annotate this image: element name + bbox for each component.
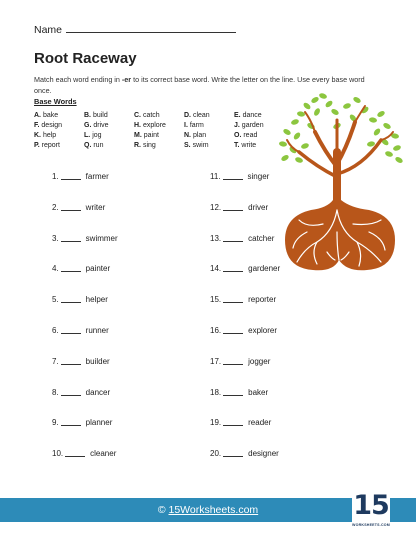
question-number: 12.	[210, 202, 222, 212]
instructions-emph: -er	[121, 75, 132, 84]
site-logo	[352, 490, 390, 534]
answer-blank[interactable]	[61, 295, 81, 303]
base-word-letter: L.	[84, 132, 91, 139]
answer-blank[interactable]	[223, 264, 243, 272]
base-word: drive	[93, 122, 109, 129]
question-number: 18.	[210, 387, 222, 397]
question-number: 20.	[210, 449, 222, 459]
question-word: catcher	[248, 233, 275, 243]
question-item	[52, 234, 118, 265]
base-word: help	[42, 132, 57, 139]
answer-blank[interactable]	[61, 357, 81, 365]
base-word: bake	[42, 112, 59, 119]
base-word-item	[134, 141, 184, 151]
questions-column-right	[210, 172, 280, 480]
logo-number: 15	[353, 490, 389, 521]
answer-blank[interactable]	[61, 326, 81, 334]
question-number: 3.	[52, 233, 59, 243]
base-word-letter: P.	[34, 142, 40, 149]
base-word-letter: C.	[134, 112, 141, 119]
instructions-before: Match each word ending in	[34, 75, 122, 84]
base-word-item	[34, 111, 84, 121]
base-word-item	[134, 131, 184, 141]
question-number: 13.	[210, 233, 222, 243]
base-word: jog	[92, 132, 102, 139]
question-word: explorer	[248, 325, 278, 335]
question-number: 15.	[210, 295, 222, 305]
base-word-letter: O.	[234, 132, 242, 139]
answer-blank[interactable]	[61, 234, 81, 242]
base-word-letter: N.	[184, 132, 191, 139]
base-word-letter: S.	[184, 142, 191, 149]
base-word: plan	[192, 132, 207, 139]
answer-blank[interactable]	[223, 203, 243, 211]
question-number: 7.	[52, 356, 59, 366]
base-word-letter: D.	[184, 112, 191, 119]
question-item	[210, 234, 280, 265]
base-word: garden	[241, 122, 264, 129]
question-word: gardener	[248, 264, 281, 274]
question-word: reporter	[248, 295, 277, 305]
base-words-grid	[34, 111, 286, 151]
question-number: 6.	[52, 325, 59, 335]
instructions-after: to its correct base word. Write the letter on the line. Use every base word once.	[34, 75, 365, 95]
question-number: 4.	[52, 264, 59, 274]
base-word-letter: I.	[184, 122, 188, 129]
base-word-item	[184, 111, 234, 121]
question-word: reader	[248, 418, 272, 428]
question-number: 17.	[210, 356, 222, 366]
base-word: report	[41, 142, 60, 149]
question-number: 5.	[52, 295, 59, 305]
base-word: paint	[143, 132, 159, 139]
questions-column-left	[52, 172, 118, 480]
base-word-letter: K.	[34, 132, 41, 139]
base-word-item	[134, 121, 184, 131]
page-title: Root Raceway	[34, 50, 137, 67]
question-word: runner	[85, 325, 109, 335]
question-number: 8.	[52, 387, 59, 397]
question-item	[52, 326, 118, 357]
logo-brand: WORKSHEETS.COM	[352, 523, 390, 527]
answer-blank[interactable]	[61, 388, 81, 396]
question-word: painter	[85, 264, 111, 274]
answer-blank[interactable]	[223, 295, 243, 303]
base-word-letter: F.	[34, 122, 40, 129]
footer-site[interactable]: 15Worksheets.com	[168, 504, 259, 516]
question-word: planner	[85, 418, 113, 428]
question-number: 2.	[52, 202, 59, 212]
question-word: writer	[85, 202, 106, 212]
base-word-letter: A.	[34, 112, 41, 119]
base-word-letter: H.	[134, 122, 141, 129]
base-word-item	[134, 111, 184, 121]
base-word: swim	[192, 142, 209, 149]
question-item	[210, 264, 280, 295]
base-word-letter: G.	[84, 122, 92, 129]
question-number: 11.	[210, 172, 221, 181]
question-item	[52, 418, 118, 449]
base-word-letter: R.	[134, 142, 141, 149]
question-word: helper	[85, 295, 108, 305]
question-item	[52, 357, 118, 388]
base-word: dance	[242, 112, 262, 119]
base-word-item	[34, 121, 84, 131]
answer-blank[interactable]	[223, 172, 243, 180]
question-word: designer	[248, 449, 279, 459]
question-word: driver	[248, 202, 269, 212]
question-number: 1.	[52, 172, 59, 181]
tree-trunk	[287, 106, 393, 202]
question-item	[210, 326, 280, 357]
question-word: dancer	[85, 387, 111, 397]
base-word: farm	[189, 122, 204, 129]
answer-blank[interactable]	[223, 326, 243, 334]
question-item	[52, 449, 118, 480]
base-word: design	[41, 122, 63, 129]
question-word: baker	[248, 387, 269, 397]
answer-blank[interactable]	[223, 449, 243, 457]
base-word-item	[84, 131, 134, 141]
question-word: farmer	[85, 172, 109, 181]
base-word-item	[184, 141, 234, 151]
base-word-item	[34, 131, 84, 141]
name-field	[34, 22, 236, 36]
base-word: explore	[142, 122, 166, 129]
base-word: clean	[192, 112, 210, 119]
base-word-item	[184, 131, 234, 141]
question-item	[210, 357, 280, 388]
question-word: jogger	[248, 356, 271, 366]
question-number: 14.	[210, 264, 222, 274]
question-word: builder	[85, 356, 110, 366]
base-word-letter: J.	[234, 122, 240, 129]
question-item	[210, 295, 280, 326]
tree-roots-illustration	[277, 92, 405, 274]
question-item	[52, 203, 118, 234]
question-item	[52, 264, 118, 295]
question-number: 16.	[210, 325, 222, 335]
base-word-item	[84, 141, 134, 151]
answer-blank[interactable]	[61, 264, 81, 272]
name-label: Name	[34, 24, 63, 36]
base-word: build	[92, 112, 108, 119]
answer-blank[interactable]	[223, 388, 243, 396]
base-word: read	[243, 132, 258, 139]
answer-blank[interactable]	[223, 234, 243, 242]
question-item	[52, 388, 118, 419]
question-item	[210, 388, 280, 419]
question-number: 9.	[52, 418, 59, 428]
question-item	[210, 203, 280, 234]
answer-blank[interactable]	[65, 449, 85, 457]
base-word: catch	[142, 112, 160, 119]
copyright-symbol: ©	[157, 504, 166, 516]
answer-blank[interactable]	[223, 418, 243, 426]
question-word: swimmer	[85, 233, 118, 243]
answer-blank[interactable]	[61, 172, 81, 180]
question-number: 10.	[52, 449, 64, 459]
question-item	[52, 295, 118, 326]
question-number: 19.	[210, 418, 222, 428]
question-item	[52, 172, 118, 203]
answer-blank[interactable]	[61, 418, 81, 426]
base-word-item	[34, 141, 84, 151]
answer-blank[interactable]	[61, 203, 81, 211]
base-word: write	[241, 142, 257, 149]
base-word-letter: M.	[134, 132, 142, 139]
base-word-letter: E.	[234, 112, 241, 119]
base-word-item	[84, 121, 134, 131]
base-word: run	[93, 142, 104, 149]
base-word-letter: B.	[84, 112, 91, 119]
question-item	[210, 418, 280, 449]
question-item	[210, 449, 280, 480]
base-word-item	[84, 111, 134, 121]
name-line[interactable]	[66, 22, 236, 33]
question-word: cleaner	[90, 449, 117, 459]
base-word-letter: T.	[234, 142, 240, 149]
base-word: sing	[142, 142, 156, 149]
base-word-letter: Q.	[84, 142, 92, 149]
question-item	[210, 172, 280, 203]
question-word: singer	[247, 172, 270, 181]
base-word-item	[184, 121, 234, 131]
base-words-title: Base Words	[34, 97, 77, 106]
answer-blank[interactable]	[223, 357, 243, 365]
